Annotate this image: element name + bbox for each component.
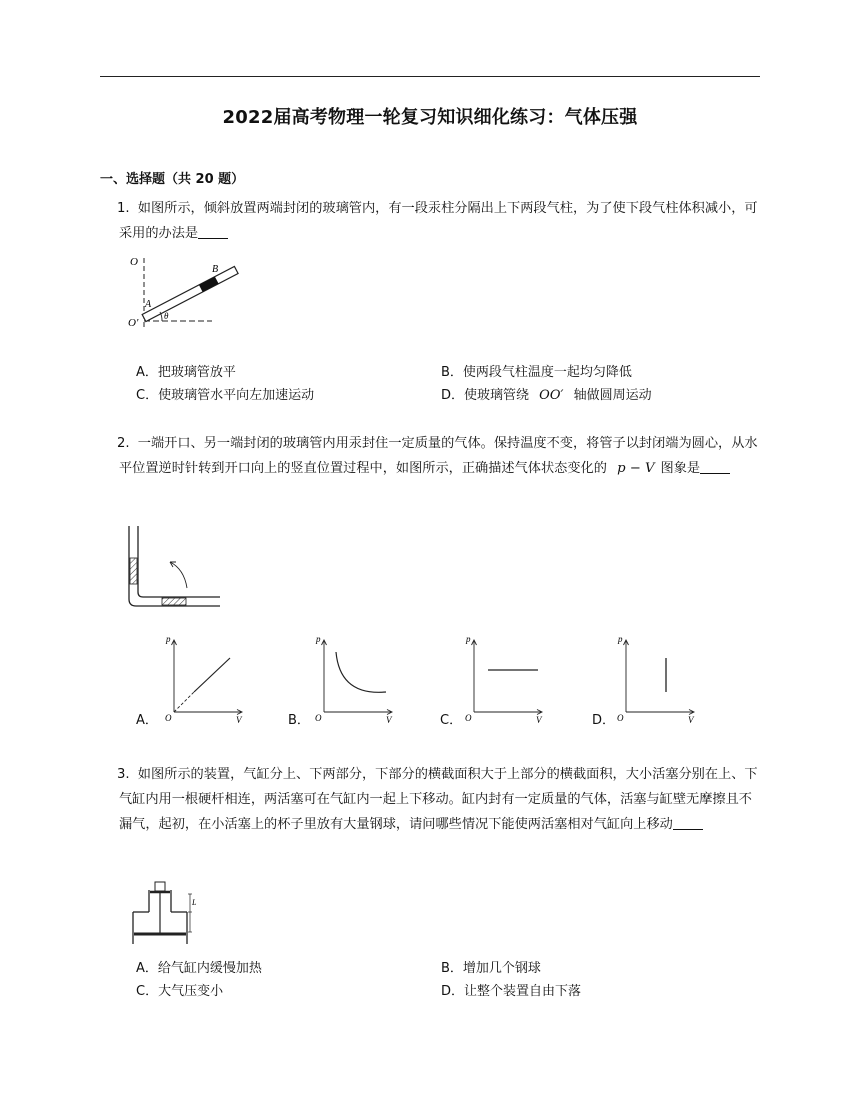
question-text-after: 图象是 bbox=[660, 461, 701, 476]
q3-option-d[interactable]: D．让整个装置自由下落 bbox=[441, 984, 582, 999]
tube-inner-wall bbox=[138, 526, 220, 597]
origin-label: O bbox=[617, 713, 624, 723]
q2-rotating-tube-figure bbox=[124, 524, 224, 608]
q2-option-a[interactable]: A． bbox=[136, 713, 158, 728]
q3-option-c[interactable]: C．大气压变小 bbox=[136, 984, 224, 999]
mercury-column bbox=[199, 277, 219, 292]
label-l: L bbox=[192, 898, 197, 907]
axis-label-v: V bbox=[536, 715, 542, 725]
arrow-head-icon bbox=[170, 562, 176, 567]
axis-label-p: p bbox=[316, 634, 321, 644]
graph-b-curve bbox=[336, 652, 386, 692]
graph-a-line bbox=[194, 658, 230, 692]
q1-tilted-tube-figure bbox=[126, 252, 246, 334]
label-b: B bbox=[212, 264, 219, 275]
question-text: 一端开口、另一端封闭的玻璃管内用汞封住一定质量的气体。保持温度不变，将管子以封闭端为圆心，从水平位置逆时针转到开口向上的竖直位置过程中，如图所示，正确描述气体状态变化的 bbox=[119, 436, 758, 476]
question-text: 如图所示的装置，气缸分上、下两部分，下部分的横截面积大于上部分的横截面积，大小活塞分别在上、下气缸内用一根硬杆相连，两活塞可在气缸内一起上下移动。缸内封有一定质量的气体，活塞与缸壁无摩擦且不漏气，起初，在小活塞上的杯子里放有大量钢球，请问哪些情况下能使两活塞相对气缸向上移动 bbox=[119, 767, 758, 832]
graph-a-dashed-segment bbox=[174, 692, 194, 712]
mercury-vertical bbox=[130, 558, 137, 584]
question-number: 3. bbox=[117, 767, 130, 782]
mercury-horizontal bbox=[162, 598, 186, 605]
label-a: A bbox=[145, 299, 152, 310]
answer-blank bbox=[198, 224, 228, 239]
label-theta: θ bbox=[164, 311, 169, 321]
answer-blank bbox=[673, 815, 703, 830]
pv-math: p − V bbox=[617, 461, 655, 476]
ball-cup bbox=[155, 882, 165, 891]
origin-label: O bbox=[165, 713, 172, 723]
label-o: O bbox=[130, 256, 138, 268]
section-heading: 一、选择题（共 20 题） bbox=[100, 172, 245, 187]
question-2 bbox=[119, 431, 764, 481]
question-number: 2. bbox=[117, 436, 130, 451]
q2-option-d[interactable]: D． bbox=[592, 713, 616, 728]
q1-option-b[interactable]: B．使两段气柱温度一起均匀降低 bbox=[441, 365, 632, 380]
q1-option-c[interactable]: C．使玻璃管水平向左加速运动 bbox=[136, 388, 315, 403]
q3-cylinder-figure bbox=[128, 876, 208, 948]
page-title: 2022届高考物理一轮复习知识细化练习：气体压强 bbox=[222, 107, 638, 128]
origin-label: O bbox=[315, 713, 322, 723]
axis-label-v: V bbox=[236, 715, 242, 725]
glass-tube bbox=[142, 266, 238, 321]
q2-option-c[interactable]: C． bbox=[440, 713, 463, 728]
axis-label-v: V bbox=[688, 715, 694, 725]
question-1 bbox=[119, 196, 764, 246]
option-d-prefix: D．使玻璃管绕 bbox=[441, 388, 530, 403]
axis-label-p: p bbox=[466, 634, 471, 644]
axis-label-v: V bbox=[386, 715, 392, 725]
axis-label-p: p bbox=[166, 634, 171, 644]
option-d-axis: OO′ bbox=[539, 388, 564, 403]
answer-blank bbox=[700, 459, 730, 474]
question-text: 如图所示，倾斜放置两端封闭的玻璃管内，有一段汞柱分隔出上下两段气柱，为了使下段气柱体积减小，可采用的办法是 bbox=[119, 201, 758, 241]
question-3 bbox=[119, 762, 764, 837]
q1-option-a[interactable]: A．把玻璃管放平 bbox=[136, 365, 236, 380]
question-number: 1. bbox=[117, 201, 130, 216]
q2-option-b[interactable]: B． bbox=[288, 713, 310, 728]
label-o-prime: O' bbox=[128, 317, 139, 329]
origin-label: O bbox=[465, 713, 472, 723]
header-rule bbox=[100, 76, 760, 77]
q3-option-a[interactable]: A．给气缸内缓慢加热 bbox=[136, 961, 262, 976]
q3-option-b[interactable]: B．增加几个钢球 bbox=[441, 961, 541, 976]
axis-label-p: p bbox=[618, 634, 623, 644]
q2-pv-graphs bbox=[150, 630, 710, 726]
tube-outer-wall bbox=[129, 526, 220, 606]
q1-option-d[interactable] bbox=[441, 387, 652, 405]
option-d-suffix: 轴做圆周运动 bbox=[573, 388, 652, 403]
